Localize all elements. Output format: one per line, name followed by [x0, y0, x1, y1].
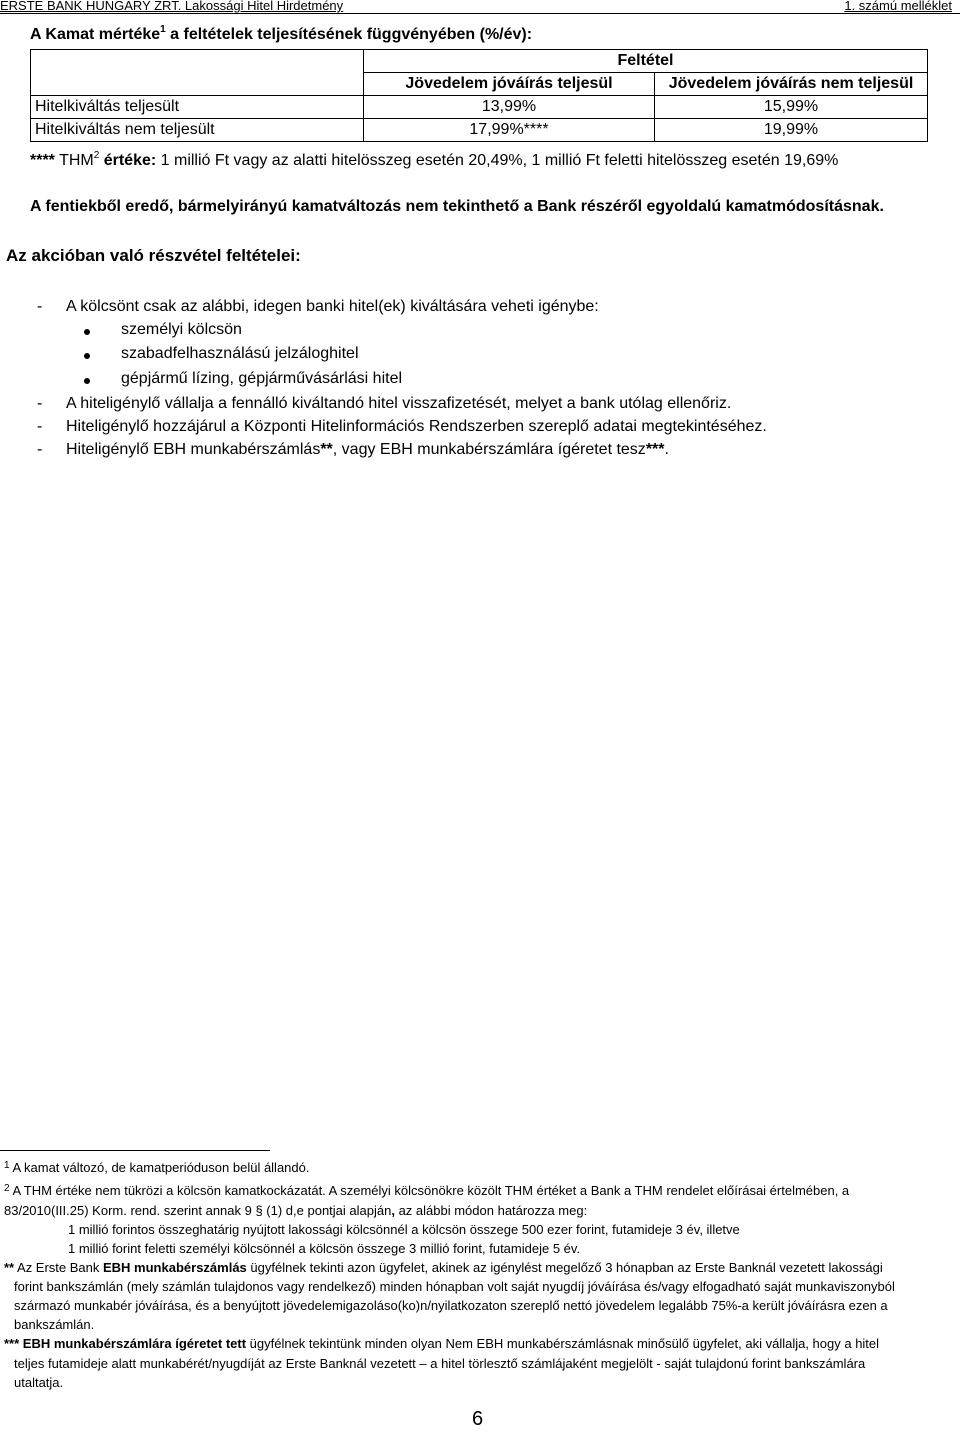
dash: - — [37, 298, 43, 315]
footnote-bold: EBH munkabérszámlára ígéretet tett — [19, 1336, 247, 1351]
bullet-item: személyi kölcsön — [121, 321, 242, 338]
footnote-text: Az Erste Bank — [14, 1260, 103, 1275]
footnote-number: 2 — [4, 1183, 10, 1194]
footnote-number: 1 — [4, 1160, 10, 1171]
row-label: Hitelkiváltás teljesült — [31, 96, 364, 119]
rate-title — [30, 26, 532, 44]
footnote-4 — [4, 1334, 956, 1353]
footnote-3-line3: származó munkabér jóváírása, és a benyújtott jövedelemigazoláso(ko)n/nyilatkozaton szereplő nettó jövedelem legalább 75%-a került jóváírásra ezen a — [14, 1298, 888, 1313]
page-number: 6 — [472, 1408, 484, 1430]
footnote-text: az alábbi módon határozza meg: — [394, 1203, 588, 1218]
condition-item — [66, 441, 669, 459]
footnote-mark: ** — [4, 1260, 15, 1275]
title-sup: 1 — [160, 24, 166, 35]
footnote-2-line4: 1 millió forint feletti személyi kölcsönnél a kölcsön összege 3 millió forint, futamideje 5 év. — [68, 1241, 581, 1256]
thm-sup: 2 — [93, 150, 100, 161]
item4-text-rest: , vagy EBH munkabérszámlára ígéretet tesz — [332, 441, 646, 458]
bullet-item: gépjármű lízing, gépjárművásárlási hitel — [121, 370, 403, 387]
header-right: 1. számú melléklet — [844, 0, 952, 13]
row-value: 17,99%**** — [364, 119, 655, 142]
footnote-text: ügyfélnek tekinti azon ügyfelet, akinek az igénylést megelőző 3 hónapban az Erste Banknál vezetett lakossági — [246, 1260, 883, 1275]
page-header — [0, 0, 960, 14]
footnote-text: ügyfélnek tekintünk minden olyan Nem EBH munkabérszámlásnak minősülő ügyfelet, aki vállalja, hogy a hitel — [246, 1336, 880, 1351]
item4-end: . — [664, 441, 669, 458]
footnote-2 — [4, 1181, 956, 1200]
table-row — [31, 96, 928, 119]
condition-item: A kölcsönt csak az alábbi, idegen banki hitel(ek) kiváltására veheti igénybe: — [66, 298, 599, 315]
footnote-mark: *** — [4, 1336, 20, 1351]
row-label: Hitelkiváltás nem teljesült — [31, 119, 364, 142]
footnote-2-line2 — [4, 1201, 587, 1220]
footnote-2-line3: 1 millió forintos összeghatárig nyújtott lakossági kölcsönnél a kölcsön összege 500 ezer forint, futamideje 3 év, illetve — [68, 1222, 740, 1237]
footnote-bold: EBH munkabérszámlás — [103, 1260, 247, 1275]
header-left: ERSTE BANK HUNGARY ZRT. Lakossági Hitel Hirdetmény — [0, 0, 344, 13]
condition-item: Hiteligénylő hozzájárul a Központi Hitelinformációs Rendszerben szereplő adatai megtekintéséhez. — [66, 418, 767, 435]
table-col2-header: Jövedelem jóváírás nem teljesül — [655, 73, 928, 96]
row-value: 13,99% — [364, 96, 655, 119]
footnote-comma: , — [391, 1203, 395, 1218]
thm-label: THM — [54, 152, 94, 169]
item4-mark: ** — [320, 441, 333, 458]
thm-note — [30, 152, 838, 170]
row-value: 19,99% — [655, 119, 928, 142]
rate-table — [30, 49, 928, 142]
bold-statement: A fentiekből eredő, bármelyirányú kamatváltozás nem tekinthető a Bank részéről egyoldalú kamatmódosításnak. — [30, 198, 884, 215]
thm-erteke: értéke: — [99, 152, 157, 169]
dash: - — [37, 395, 43, 412]
bullet-icon — [84, 329, 90, 335]
dash: - — [37, 441, 43, 458]
footnote-text: 83/2010(III.25) Korm. rend. szerint annak 9 § (1) d,e pontjai alapján — [4, 1203, 392, 1218]
bullet-icon — [84, 378, 90, 384]
footnote-3-line2: forint bankszámlán (mely számlán tulajdonos vagy rendelkező) minden hónapban volt saját nyugdíj jóváírása és/vagy elfogadható saját munkaviszonyból — [14, 1279, 895, 1294]
footnote-1 — [4, 1158, 309, 1177]
footnote-text: A THM értéke nem tükrözi a kölcsön kamatkockázatát. A személyi kölcsönökre közölt THM értéket a Bank a THM rendelet előírásai értelmében, a — [9, 1183, 850, 1198]
row-value: 15,99% — [655, 96, 928, 119]
condition-item: A hiteligénylő vállalja a fennálló kiváltandó hitel visszafizetését, melyet a bank utólag ellenőriz. — [66, 395, 732, 412]
title-text: A Kamat mértéke — [30, 26, 161, 43]
conditions-title: Az akcióban való részvétel feltételei: — [6, 246, 301, 265]
footnote-4-line3: utaltatja. — [14, 1375, 64, 1390]
footnote-3 — [4, 1258, 956, 1277]
footnote-3-line4: bankszámlán. — [14, 1317, 95, 1332]
footnote-divider — [0, 1150, 270, 1151]
item4-text: Hiteligénylő EBH munkabérszámlás — [66, 441, 321, 458]
footnote-4-line2: teljes futamideje alatt munkabérét/nyugdíját az Erste Banknál vezetett – a hitel törlesztő számlájaként megjelölt - saját tulajdonú forint bankszámlára — [14, 1356, 866, 1371]
footnote-text: A kamat változó, de kamatperióduson belül állandó. — [9, 1160, 310, 1175]
thm-rest: 1 millió Ft vagy az alatti hitelösszeg esetén 20,49%, 1 millió Ft feletti hitelösszeg esetén 19,69% — [156, 152, 839, 169]
table-row — [31, 119, 928, 142]
bullet-item: szabadfelhasználású jelzáloghitel — [121, 345, 359, 362]
thm-stars: **** — [30, 152, 55, 169]
item4-mark2: *** — [645, 441, 665, 458]
title-text-rest: a feltételek teljesítésének függvényében (%/év): — [165, 26, 533, 43]
table-col1-header: Jövedelem jóváírás teljesül — [364, 73, 655, 96]
dash: - — [37, 418, 43, 435]
bullet-icon — [84, 353, 90, 359]
table-group-header: Feltétel — [364, 50, 928, 73]
table-corner — [31, 50, 364, 96]
